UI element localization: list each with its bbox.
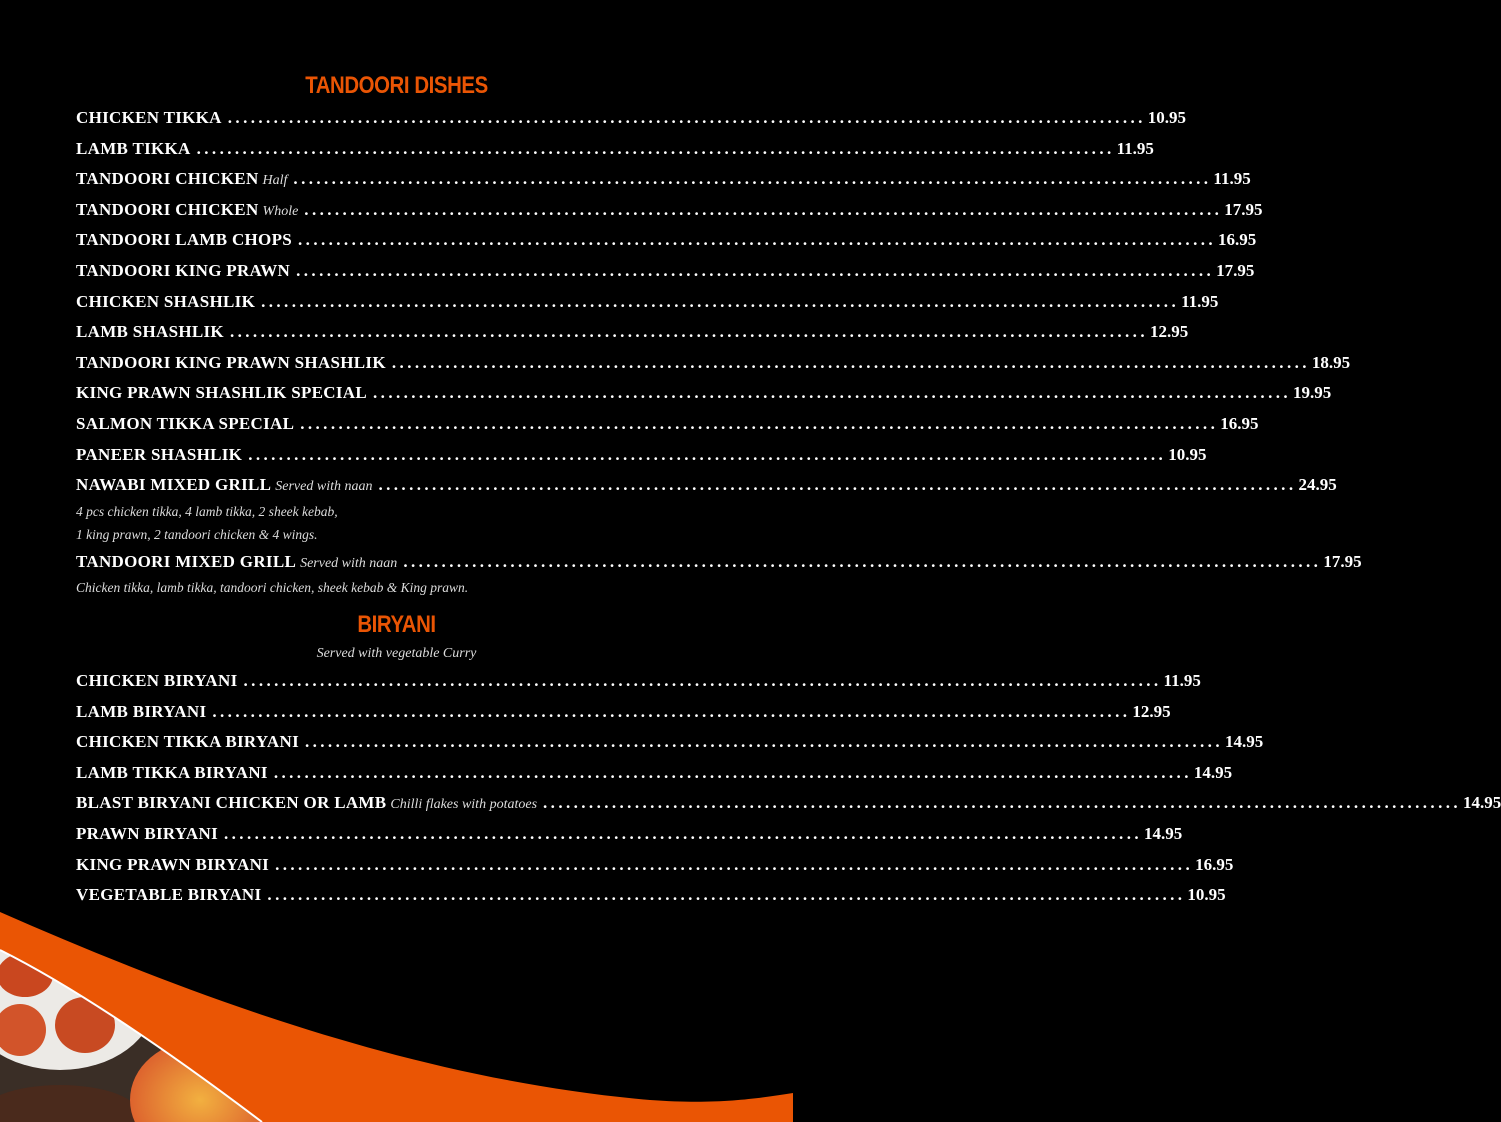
- item-name: VEGETABLE BIRYANI: [76, 885, 262, 905]
- item-name: CHICKEN BIRYANI: [76, 671, 238, 690]
- item-note: Chilli flakes with potatoes: [390, 797, 538, 813]
- menu-item: [76, 195, 1263, 226]
- item-note: Whole: [262, 203, 299, 219]
- item-price: 11.95: [1116, 138, 1154, 158]
- item-name: LAMB TIKKA: [76, 138, 191, 158]
- item-name: CHICKEN SHASHLIK: [76, 291, 256, 311]
- menu-item: [76, 697, 1171, 728]
- item-name: BLAST BIRYANI CHICKEN OR LAMB: [76, 793, 387, 813]
- dot-leader: ........................................................................................................................: [373, 383, 1292, 403]
- dot-leader: ........................................................................................................................: [261, 291, 1180, 311]
- item-name: LAMB SHASHLIK: [76, 322, 224, 342]
- dot-leader: ........................................................................................................................: [300, 413, 1219, 433]
- menu-item: [76, 727, 1264, 758]
- item-price: 14.95: [1193, 762, 1233, 782]
- menu-item: [76, 348, 1351, 379]
- item-price: 11.95: [1213, 169, 1251, 189]
- item-name: TANDOORI LAMB CHOPS: [76, 230, 293, 250]
- item-description: 4 pcs chicken tikka, 4 lamb tikka, 2 sheek kebab,: [76, 503, 338, 519]
- dot-leader: ........................................................................................................................: [304, 199, 1223, 219]
- section-title-biryani: BIRYANI: [357, 611, 436, 638]
- dot-leader: ........................................................................................................................: [248, 444, 1167, 464]
- item-note: Served with naan: [275, 479, 373, 495]
- item-price: 11.95: [1181, 291, 1219, 311]
- item-description: Chicken tikka, lamb tikka, tandoori chicken, sheek kebab & King prawn.: [76, 580, 469, 596]
- menu-item: [76, 409, 1259, 440]
- menu-item: [76, 256, 1255, 287]
- dot-leader: ........................................................................................................................: [298, 230, 1217, 250]
- item-name: TANDOORI CHICKEN: [76, 169, 259, 189]
- section-title-tandoori: TANDOORI DISHES: [305, 72, 488, 99]
- menu-item: [76, 850, 1234, 881]
- menu-item: [76, 666, 1201, 697]
- item-note: Served with naan: [300, 555, 398, 571]
- item-name: NAWABI MIXED GRILL: [76, 475, 272, 495]
- menu-item: [76, 225, 1257, 256]
- dot-leader: ........................................................................................................................: [224, 823, 1142, 843]
- dot-leader: ........................................................................................................................: [267, 885, 1186, 905]
- item-price: 14.95: [1463, 793, 1501, 813]
- item-price: 18.95: [1311, 352, 1351, 372]
- item-name: CHICKEN TIKKA: [76, 108, 222, 127]
- menu-item: [76, 440, 1207, 471]
- dot-leader: ........................................................................................................................: [403, 551, 1322, 571]
- menu-item: [76, 880, 1226, 911]
- item-price: 10.95: [1168, 444, 1207, 464]
- dot-leader: ........................................................................................................................: [212, 701, 1131, 721]
- menu-item: [76, 317, 1189, 348]
- dot-leader: ........................................................................................................................: [275, 854, 1194, 874]
- dot-leader: ........................................................................................................................: [296, 260, 1215, 280]
- menu-item: [76, 134, 1154, 165]
- item-name: LAMB TIKKA BIRYANI: [76, 762, 268, 782]
- item-price: 14.95: [1224, 732, 1264, 752]
- menu-item: [76, 788, 1501, 819]
- item-price: 14.95: [1144, 823, 1183, 843]
- item-name: KING PRAWN BIRYANI: [76, 854, 270, 874]
- dot-leader: ........................................................................................................................: [543, 793, 1462, 813]
- dot-leader: ........................................................................................................................: [196, 138, 1115, 158]
- item-price: 17.95: [1224, 199, 1263, 219]
- menu-item: [76, 547, 1362, 578]
- item-price: 17.95: [1216, 260, 1255, 280]
- dot-leader: ........................................................................................................................: [378, 475, 1297, 495]
- item-price: 12.95: [1132, 701, 1171, 721]
- menu-item: [76, 470, 1337, 501]
- menu-item: [76, 819, 1183, 850]
- item-name: PANEER SHASHLIK: [76, 444, 243, 464]
- item-price: 19.95: [1293, 383, 1332, 403]
- dot-leader: ........................................................................................................................: [273, 762, 1192, 782]
- item-price: 24.95: [1298, 475, 1337, 495]
- item-name: SALMON TIKKA SPECIAL: [76, 413, 295, 433]
- menu-item: [76, 103, 1187, 134]
- item-description: 1 king prawn, 2 tandoori chicken & 4 wings.: [76, 526, 318, 542]
- item-note: Half: [262, 173, 288, 189]
- item-price: 10.95: [1147, 108, 1187, 127]
- item-price: 16.95: [1220, 413, 1259, 433]
- item-name: TANDOORI KING PRAWN: [76, 260, 291, 280]
- item-price: 12.95: [1149, 322, 1189, 342]
- tandoori-list: [76, 103, 1362, 600]
- item-name: TANDOORI CHICKEN: [76, 199, 259, 219]
- menu-item: [76, 378, 1332, 409]
- item-name: PRAWN BIRYANI: [76, 823, 218, 843]
- item-price: 11.95: [1163, 671, 1201, 690]
- dot-leader: ........................................................................................................................: [304, 732, 1223, 752]
- dot-leader: ........................................................................................................................: [243, 671, 1162, 690]
- dot-leader: ........................................................................................................................: [227, 108, 1146, 127]
- item-price: 16.95: [1218, 230, 1257, 250]
- dot-leader: ........................................................................................................................: [293, 169, 1212, 189]
- item-price: 17.95: [1323, 551, 1362, 571]
- dot-leader: ........................................................................................................................: [229, 322, 1148, 342]
- item-price: 10.95: [1187, 885, 1226, 905]
- dot-leader: ........................................................................................................................: [391, 352, 1310, 372]
- item-name: CHICKEN TIKKA BIRYANI: [76, 732, 299, 752]
- biryani-list: [76, 666, 1501, 911]
- menu-item: [76, 287, 1219, 318]
- biryani-subtitle: Served with vegetable Curry: [316, 646, 477, 661]
- item-price: 16.95: [1195, 854, 1234, 874]
- menu-item: [76, 164, 1251, 195]
- item-name: TANDOORI KING PRAWN SHASHLIK: [76, 352, 386, 372]
- item-name: TANDOORI MIXED GRILL: [76, 551, 297, 571]
- item-name: KING PRAWN SHASHLIK SPECIAL: [76, 383, 368, 403]
- menu-item: [76, 758, 1233, 789]
- item-name: LAMB BIRYANI: [76, 701, 207, 721]
